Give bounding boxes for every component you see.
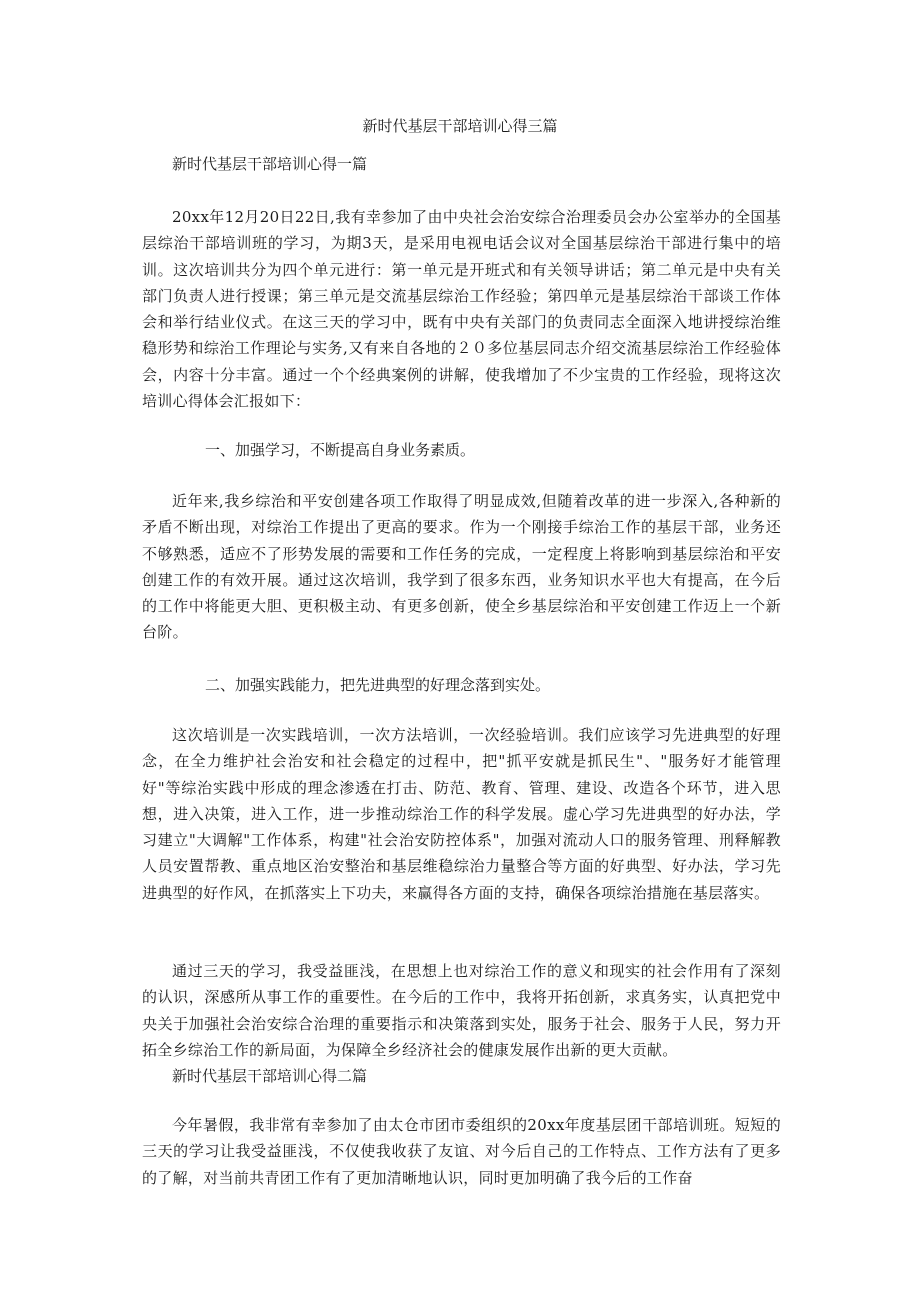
section2-paragraph-1: 今年暑假，我非常有幸参加了由太仓市团市委组织的20xx年度基层团干部培训班。短短的三天的学习让我受益匪浅，不仅使我收获了友谊、对今后自己的工作特点、工作方法有了更多的了解，对当前共青团工作有了更加清晰地认识，同时更加明确了我今后的工作奋 bbox=[142, 1116, 781, 1187]
section1-paragraph-2: 近年来,我乡综治和平安创建各项工作取得了明显成效,但随着改革的进一步深入,各种新的矛盾不断出现，对综治工作提出了更高的要求。作为一个刚接手综治工作的基层干部，业务还不够熟悉，适应不了形势发展的需要和工作任务的完成，一定程度上将影响到基层综治和平安创建工作的有效开展。通过这次培训，我学到了很多东西，业务知识水平也大有提高，在今后的工作中将能更大胆、更积极主动、有更多创新，使全乡基层综治和平安创建工作迈上一个新台阶。 bbox=[142, 492, 781, 642]
section1-heading-2: 二、加强实践能力，把先进典型的好理念落到实处。 bbox=[205, 676, 551, 694]
document-title: 新时代基层干部培训心得三篇 bbox=[362, 117, 558, 135]
section1-paragraph-3: 这次培训是一次实践培训，一次方法培训，一次经验培训。我们应该学习先进典型的好理念，在全力维护社会治安和社会稳定的过程中，把"抓平安就是抓民生"、"服务好才能管理好"等综治实践中形成的理念渗透在打击、防范、教育、管理、建设、改造各个环节，进入思想，进入决策，进入工作，进一步推动综治工作的科学发展。虚心学习先进典型的好办法，学习建立"大调解"工作体系，构建"社会治安防控体系"，加强对流动人口的服务管理、刑释解教人员安置帮教、重点地区治安整治和基层维稳综治力量整合等方面的好典型、好办法，学习先进典型的好作风，在抓落实上下功夫，来赢得各方面的支持，确保各项综治措施在基层落实。 bbox=[142, 726, 781, 902]
section1-paragraph-4: 通过三天的学习，我受益匪浅，在思想上也对综治工作的意义和现实的社会作用有了深刻的认识，深感所从事工作的重要性。在今后的工作中，我将开拓创新，求真务实，认真把党中央关于加强社会治安综合治理的重要指示和决策落到实处，服务于社会、服务于人民，努力开拓全乡综治工作的新局面，为保障全乡经济社会的健康发展作出新的更大贡献。 bbox=[142, 962, 781, 1059]
section-title-2: 新时代基层干部培训心得二篇 bbox=[172, 1067, 368, 1085]
section1-paragraph-1: 20xx年12月20日22日,我有幸参加了由中央社会治安综合治理委员会办公室举办的全国基层综治干部培训班的学习，为期3天，是采用电视电话会议对全国基层综治干部进行集中的培训。这次培训共分为四个单元进行：第一单元是开班式和有关领导讲话；第二单元是中央有关部门负责人进行授课；第三单元是交流基层综治工作经验；第四单元是基层综治干部谈工作体会和举行结业仪式。在这三天的学习中，既有中央有关部门的负责同志全面深入地讲授综治维稳形势和综治工作理论与实务,又有来自各地的２０多位基层同志介绍交流基层综治工作经验体会，内容十分丰富。通过一个个经典案例的讲解，使我增加了不少宝贵的工作经验，现将这次培训心得体会汇报如下： bbox=[142, 208, 781, 411]
section-title-1: 新时代基层干部培训心得一篇 bbox=[172, 155, 368, 173]
section1-heading-1: 一、加强学习，不断提高自身业务素质。 bbox=[205, 441, 476, 459]
